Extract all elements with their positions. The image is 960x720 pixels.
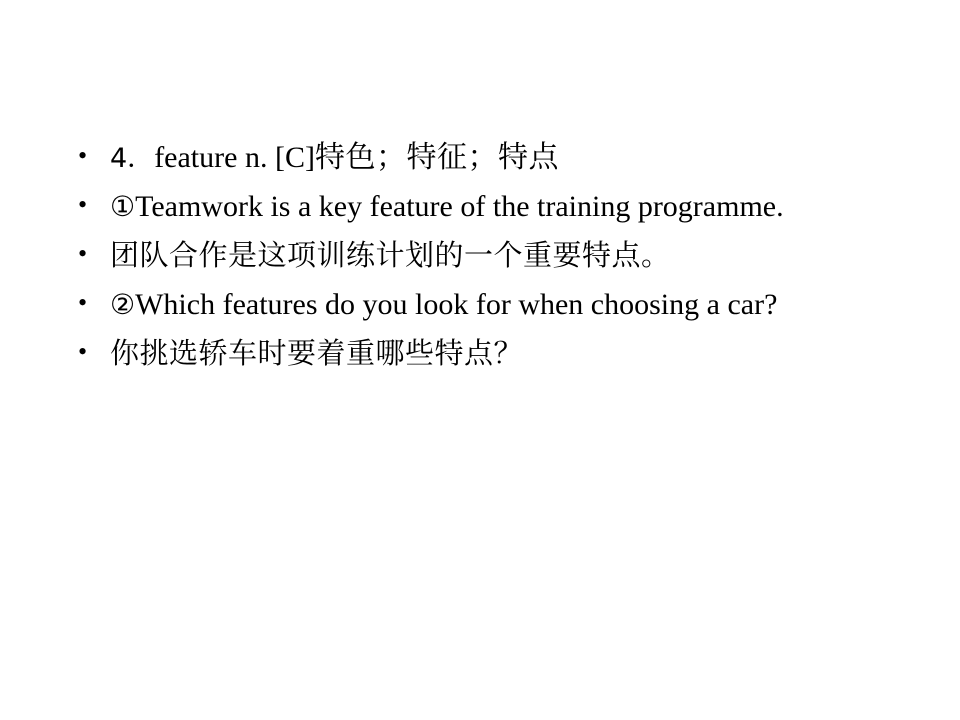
example-2-english-text: Which features do you look for when choosing a car? (135, 288, 778, 321)
list-item-entry-heading (72, 138, 902, 177)
list-item-example-2-english (72, 285, 902, 324)
slide-content-block (72, 138, 902, 383)
list-item-example-2-chinese (72, 334, 902, 373)
list-item-example-1-english (72, 187, 902, 226)
entry-gloss: 特色；特征；特点 (314, 140, 559, 175)
entry-number: 4． (110, 143, 155, 174)
example-2-chinese-text: 你挑选轿车时要着重哪些特点？ (110, 336, 524, 370)
list-item-example-1-chinese (72, 236, 902, 275)
bullet-list (72, 138, 902, 373)
entry-headword: feature n. [C] (154, 141, 315, 174)
example-1-english-text: Teamwork is a key feature of the training programme. (135, 190, 784, 223)
example-2-marker: ② (110, 288, 136, 321)
example-1-marker: ① (110, 190, 136, 223)
example-1-chinese-text: 团队合作是这项训练计划的一个重要特点。 (110, 238, 671, 272)
